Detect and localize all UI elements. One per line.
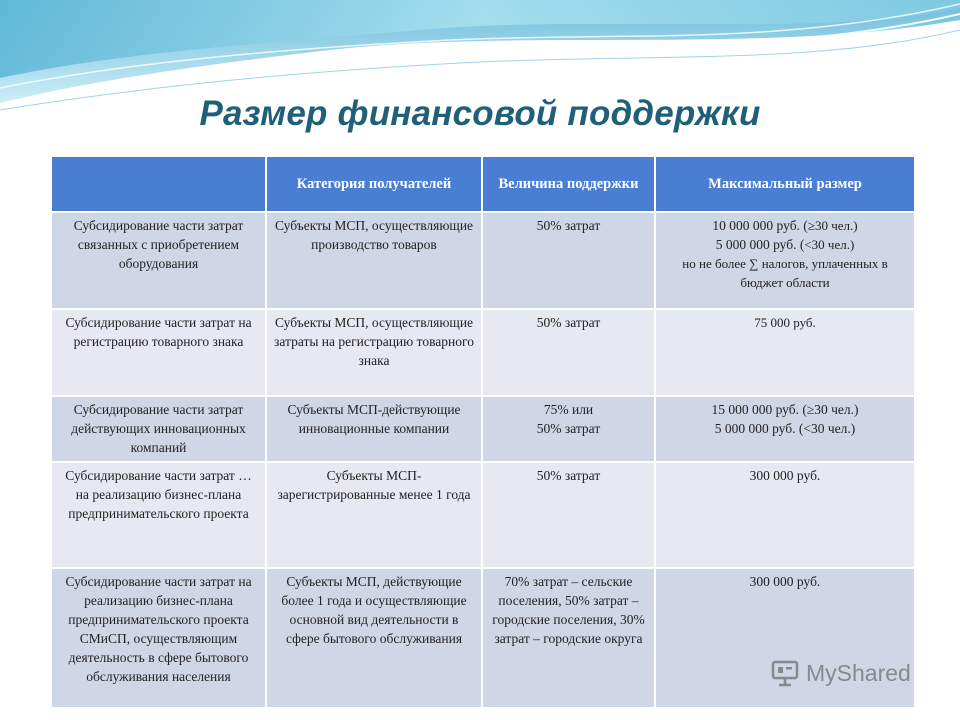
table-row [51,396,915,462]
cell-max [655,396,915,462]
cell-category: Субъекты МСП-действующие инновационные компании [266,396,482,462]
cell-amount: 50% затрат [482,212,655,309]
cell-amount: 70% затрат – сельские поселения, 50% затрат – городские поселения, 30% затрат – городские округа [482,568,655,708]
table-row [51,462,915,568]
cell-type: Субсидирование части затрат … на реализацию бизнес-плана предпринимательского проекта [51,462,266,568]
table-header-row [51,156,915,212]
slide-title: Размер финансовой поддержки [199,94,761,133]
cell-type: Субсидирование части затрат действующих инновационных компаний [51,396,266,462]
cell-max [655,212,915,309]
header-cell-category: Категория получателей [266,156,482,212]
table-row [51,212,915,309]
cell-type: Субсидирование части затрат на реализацию бизнес-плана предпринимательского проекта СМиСП, осуществляющим деятельность в сфере бытового обслуживания населения [51,568,266,708]
header-cell-empty [51,156,266,212]
cell-amount: 50% затрат [482,309,655,396]
cell-max: 75 000 руб. [655,309,915,396]
cell-max: 300 000 руб. [655,462,915,568]
cell-category: Субъекты МСП, осуществляющие затраты на регистрацию товарного знака [266,309,482,396]
amount-line-2: 50% затрат [536,421,601,436]
max-line-2: 5 000 000 руб. (<30 чел.) [714,421,856,436]
amount-line-1: 75% или [543,402,594,417]
watermark-text: MyShared [806,659,911,686]
cell-amount [482,396,655,462]
cell-category: Субъекты МСП, действующие более 1 года и осуществляющие основной вид деятельности в сфере бытового обслуживания [266,568,482,708]
cell-type: Субсидирование части затрат на регистрацию товарного знака [51,309,266,396]
max-line-1: 15 000 000 руб. (≥30 чел.) [711,402,859,417]
cell-category: Субъекты МСП-зарегистрированные менее 1 года [266,462,482,568]
table-row [51,309,915,396]
max-line-2: 5 000 000 руб. ( [715,237,805,252]
max-line-2-note: <30 чел.) [804,237,855,252]
cell-type: Субсидирование части затрат связанных с приобретением оборудования [51,212,266,309]
header-cell-amount: Величина поддержки [482,156,655,212]
header-cell-max: Максимальный размер [655,156,915,212]
max-line-3: но не более ∑ налогов, уплаченных в бюджет области [682,256,888,290]
support-table [50,155,916,709]
cell-max: 300 000 руб. [655,568,915,708]
max-line-1-note: ≥30 чел.) [807,218,858,233]
presentation-board-icon [770,658,800,688]
cell-amount: 50% затрат [482,462,655,568]
cell-category: Субъекты МСП, осуществляющие производство товаров [266,212,482,309]
watermark [770,656,911,690]
max-line-1: 10 000 000 руб. ( [712,218,808,233]
